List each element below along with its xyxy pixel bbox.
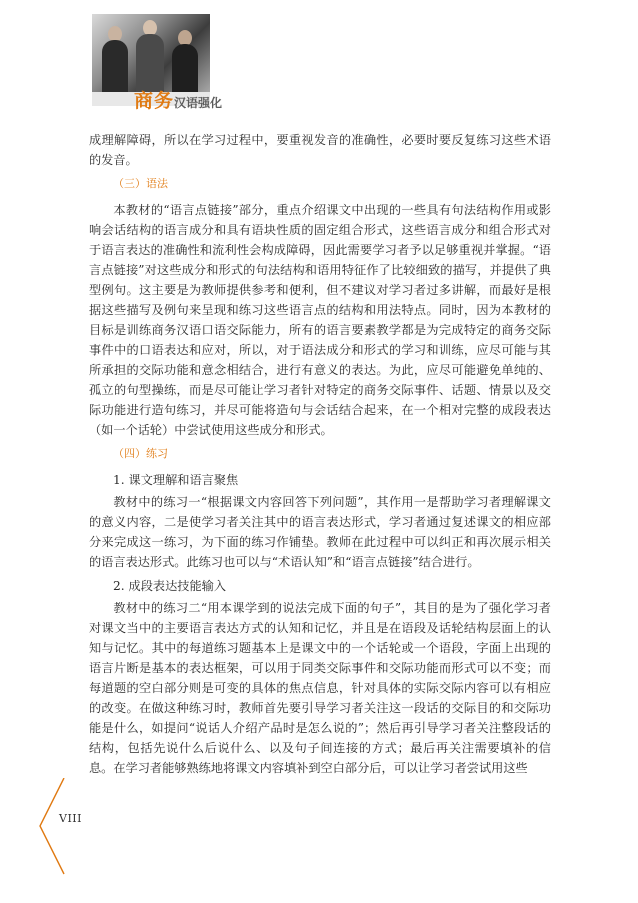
subsection-title-2: 2. 成段表达技能输入 <box>113 579 227 593</box>
page-corner-ornament <box>30 778 70 878</box>
brand-main: 商务 <box>134 90 175 112</box>
section-heading-exercises: （四）练习 <box>113 447 168 460</box>
page-body <box>89 130 551 780</box>
section-heading-grammar: （三）语法 <box>113 177 168 190</box>
intro-paragraph: 成理解障碍，所以在学习过程中，要重视发音的准确性，必要时要反复练习这些术语的发音。 <box>89 133 551 167</box>
brand-sub: 汉语强化 <box>174 96 223 110</box>
subsection-title-1: 1. 课文理解和语言聚焦 <box>113 473 239 487</box>
page-number: VIII <box>59 812 82 825</box>
grammar-paragraph: 本教材的“语言点链接”部分，重点介绍课文中出现的一些具有句法结构作用或影响会话结构的语言成分和具有语块性质的固定组合形式，这些语言成分和组合形式对于语言表达的准确性和流利性会构成障碍，因此需要学习者予以足够重视并掌握。“语言点链接”对这些成分和形式的句法结构和语用特征作了比较细致的描写，并提供了典型例句。这主要是为教师提供参考和便利，但不建议对学习者过多讲解，而最好是根据这些描写及例句来呈现和练习这些语言点的结构和用法特点。同时，因为本教材的目标是训练商务汉语口语交际能力，所有的语言要素教学都是为完成特定的商务交际事件中的口语表达和应对，所以，对于语法成分和形式的学习和训练，应尽可能与其所承担的交际功能和意念相结合，进行有意义的表达。为此，应尽可能避免单纯的、孤立的句型操练，而是尽可能让学习者针对特定的商务交际事件、话题、情景以及交际功能进行造句练习，并尽可能将造句与会话结合起来，在一个相对完整的成段表达（如一个话轮）中尝试使用这些成分和形式。 <box>89 203 551 437</box>
subsection-paragraph-1: 教材中的练习一“根据课文内容回答下列问题”，其作用一是帮助学习者理解课文的意义内容，二是使学习者关注其中的语言表达形式，学习者通过复述课文的相应部分来完成这一练习，为下面的练习作铺垫。教师在此过程中可以纠正和再次展示相关的语言表达形式。此练习也可以与“术语认知”和“语言点链接”结合进行。 <box>89 495 551 569</box>
book-brand-title <box>134 86 222 113</box>
subsection-paragraph-2: 教材中的练习二“用本课学到的说法完成下面的句子”，其目的是为了强化学习者对课文当中的主要语言表达方式的认知和记忆，并且是在语段及话轮结构层面上的认知与记忆。其中的每道练习题基本上是课文中的一个话轮或一个语段，字面上出现的语言片断是基本的表达框架，可以用于同类交际事件和交际功能而形式可以不变；而每道题的空白部分则是可变的具体的焦点信息，针对具体的实际交际内容可以有相应的改变。在做这种练习时，教师首先要引导学习者关注这一段话的交际目的和交际功能是什么，如提问“说话人介绍产品时是怎么说的”；然后再引导学习者关注整段话的结构，包括先说什么后说什么、以及句子间连接的方式；最后再关注需要填补的信息。在学习者能够熟练地将课文内容填补到空白部分后，可以让学习者尝试用这些 <box>89 601 551 775</box>
